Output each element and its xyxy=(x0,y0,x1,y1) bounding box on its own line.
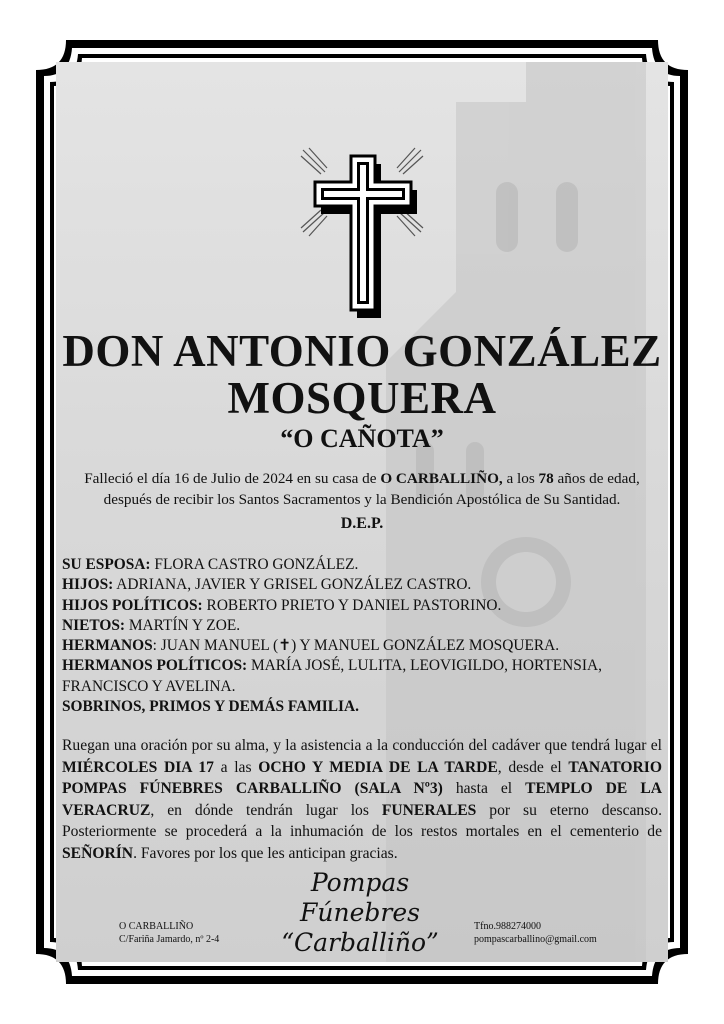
family-line: NIETOS: MARTÍN Y ZOE. xyxy=(62,616,241,634)
deceased-name-line2: MOSQUERA xyxy=(227,373,497,423)
intro-text: años de edad, xyxy=(553,470,640,487)
family-list xyxy=(62,555,662,717)
intro-place: O CARBALLIÑO, xyxy=(380,470,503,487)
address-street: C/Fariña Jamardo, nº 2-4 xyxy=(119,934,220,945)
family-line: HIJOS: ADRIANA, JAVIER Y GRISEL GONZÁLEZ CASTRO. xyxy=(62,576,472,594)
contact-email: pompascarballino@gmail.com xyxy=(474,934,597,945)
intro-text: Falleció el día 16 de Julio de 2024 en su casa de xyxy=(84,470,381,487)
deceased-name-line1: DON ANTONIO GONZÁLEZ xyxy=(62,326,662,376)
dep-label: D.E.P. xyxy=(340,515,384,532)
family-line: FRANCISCO Y AVELINA. xyxy=(62,677,236,695)
funeral-home-address xyxy=(119,920,219,946)
logo-line2: “Carballiño” xyxy=(281,928,439,957)
address-town: O CARBALLIÑO xyxy=(119,921,194,932)
logo-line1: Pompas Fúnebres xyxy=(300,868,420,927)
family-line: HIJOS POLÍTICOS: ROBERTO PRIETO Y DANIEL PASTORINO. xyxy=(62,596,502,614)
deceased-nickname: “O CAÑOTA” xyxy=(280,424,444,453)
intro-text: a los xyxy=(502,470,539,487)
family-line: SU ESPOSA: FLORA CASTRO GONZÁLEZ. xyxy=(62,556,359,573)
funeral-home-logo xyxy=(260,868,460,958)
funeral-home-contact xyxy=(474,920,597,946)
family-line: HERMANOS POLÍTICOS: MARÍA JOSÉ, LULITA, LEOVIGILDO, HORTENSIA, xyxy=(62,657,602,675)
death-announcement xyxy=(70,468,654,510)
family-line: SOBRINOS, PRIMOS Y DEMÁS FAMILIA. xyxy=(62,698,360,716)
contact-phone: Tfno.988274000 xyxy=(474,921,541,932)
family-line: HERMANOS: JUAN MANUEL (✝) Y MANUEL GONZÁLEZ MOSQUERA. xyxy=(62,637,560,655)
cross-icon xyxy=(295,142,429,322)
funeral-details: Ruegan una oración por su alma, y la asistencia a la conducción del cadáver que tendrá lugar el MIÉRCOLES DIA 17 a las OCHO Y MEDIA DE LA TARDE, desde el TANATORIO POMPAS FÚNEBRES CARBALLIÑO (SALA Nº3) hasta el TEMPLO DE LA VERACRUZ, en dónde tendrán lugar los FUNERALES por su eterno descanso. Posteriormente se procederá a la inhumación de los restos mortales en el cementerio de SEÑORÍN. Favores por los que les anticipan gracias. xyxy=(62,737,662,862)
intro-age: 78 xyxy=(538,470,554,487)
intro-line2: después de recibir los Santos Sacramentos y la Bendición Apostólica de Su Santidad. xyxy=(103,491,621,508)
cross-emblem xyxy=(295,142,429,322)
